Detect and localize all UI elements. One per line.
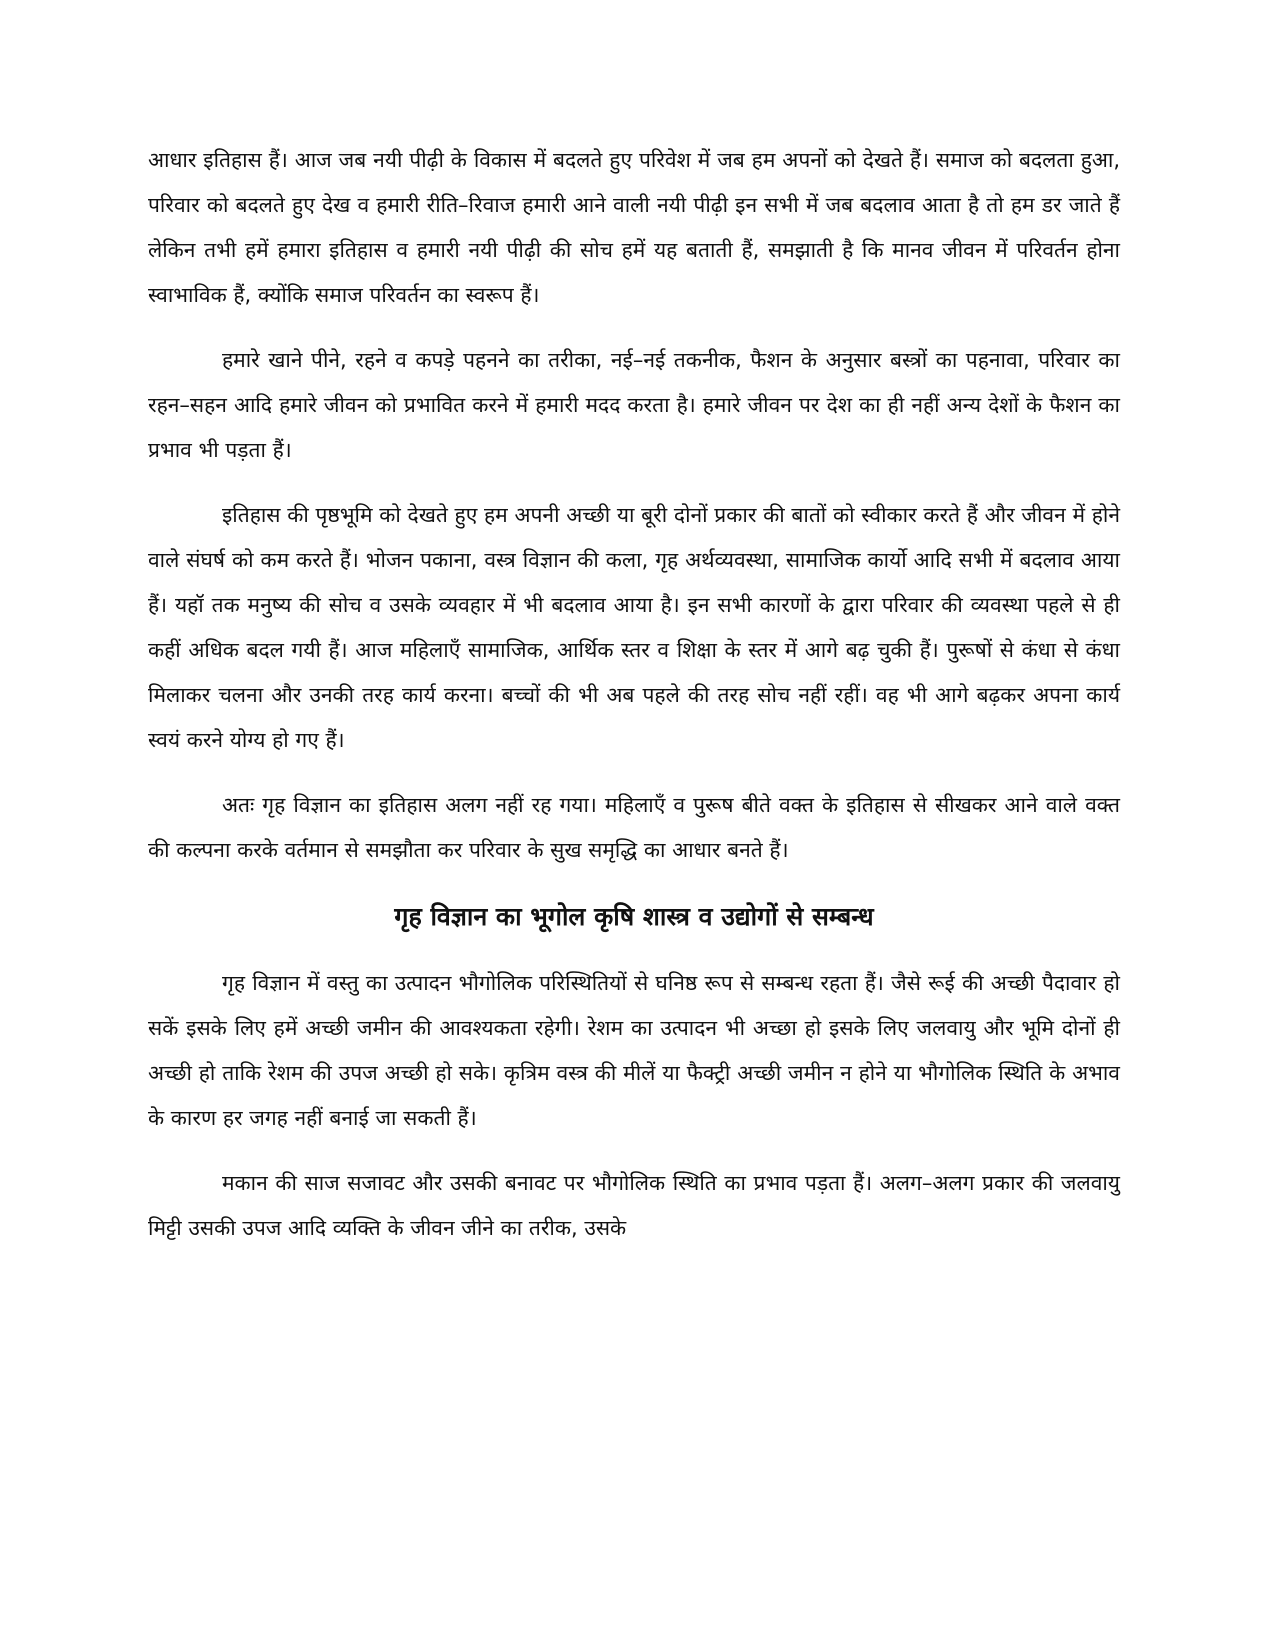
paragraph-lifestyle: हमारे खाने पीने, रहने व कपड़े पहनने का तरीका, नई–नई तकनीक, फैशन के अनुसार बस्त्रों का पहनावा, परिवार का रहन–सहन आदि हमारे जीवन को प्रभावित करने में हमारी मदद करता है। हमारे जीवन पर देश का ही नहीं अन्य देशों के फैशन का प्रभाव भी पड़ता हैं। <box>148 348 1120 462</box>
paragraph-conclusion: अतः गृह विज्ञान का इतिहास अलग नहीं रह गया। महिलाएँ व पुरूष बीते वक्त के इतिहास से सीखकर आने वाले वक्त की कल्पना करके वर्तमान से समझौता कर परिवार के सुख समृद्धि का आधार बनते हैं। <box>148 793 1120 862</box>
section-heading: गृह विज्ञान का भूगोल कृषि शास्त्र व उद्योगों से सम्बन्ध <box>394 902 874 931</box>
paragraph-housing: मकान की साज सजावट और उसकी बनावट पर भौगोलिक स्थिति का प्रभाव पड़ता हैं। अलग–अलग प्रकार की जलवायु मिट्टी उसकी उपज आदि व्यक्ति के जीवन जीने का तरीक, उसके <box>148 1171 1120 1240</box>
paragraph-continued: आधार इतिहास हैं। आज जब नयी पीढ़ी के विकास में बदलते हुए परिवेश में जब हम अपनों को देखते हैं। समाज को बदलता हुआ, परिवार को बदलते हुए देख व हमारी रीति–रिवाज हमारी आने वाली नयी पीढ़ी इन सभी में जब बदलाव आता है तो हम डर जाते हैं लेकिन तभी हमें हमारा इतिहास व हमारी नयी पीढ़ी की सोच हमें यह बताती हैं, समझाती है कि मानव जीवन में परिवर्तन होना स्वाभाविक हैं, क्योंकि समाज परिवर्तन का स्वरूप हैं। <box>148 148 1120 307</box>
paragraph-history-background: इतिहास की पृष्ठभूमि को देखते हुए हम अपनी अच्छी या बूरी दोनों प्रकार की बातों को स्वीकार करते हैं और जीवन में होने वाले संघर्ष को कम करते हैं। भोजन पकाना, वस्त्र विज्ञान की कला, गृह अर्थव्यवस्था, सामाजिक कार्यो आदि सभी में बदलाव आया हैं। यहॉ तक मनुष्य की सोच व उसके व्यवहार में भी बदलाव आया है। इन सभी कारणों के द्वारा परिवार की व्यवस्था पहले से ही कहीं अधिक बदल गयी हैं। आज महिलाएँ सामाजिक, आर्थिक स्तर व शिक्षा के स्तर में आगे बढ़ चुकी हैं। पुरूषों से कंधा से कंधा मिलाकर चलना और उनकी तरह कार्य करना। बच्चों की भी अब पहले की तरह सोच नहीं रहीं। वह भी आगे बढ़कर अपना कार्य स्वयं करने योग्य हो गए हैं। <box>148 503 1120 752</box>
page-content <box>148 138 1120 1271</box>
paragraph-geography: गृह विज्ञान में वस्तु का उत्पादन भौगोलिक परिस्थितियों से घनिष्ठ रूप से सम्बन्ध रहता हैं। जैसे रूई की अच्छी पैदावार हो सकें इसके लिए हमें अच्छी जमीन की आवश्यकता रहेगी। रेशम का उत्पादन भी अच्छा हो इसके लिए जलवायु और भूमि दोनों ही अच्छी हो ताकि रेशम की उपज अच्छी हो सके। कृत्रिम वस्त्र की मीलें या फैक्ट्री अच्छी जमीन न होने या भौगोलिक स्थिति के अभाव के कारण हर जगह नहीं बनाई जा सकती हैं। <box>148 971 1120 1130</box>
